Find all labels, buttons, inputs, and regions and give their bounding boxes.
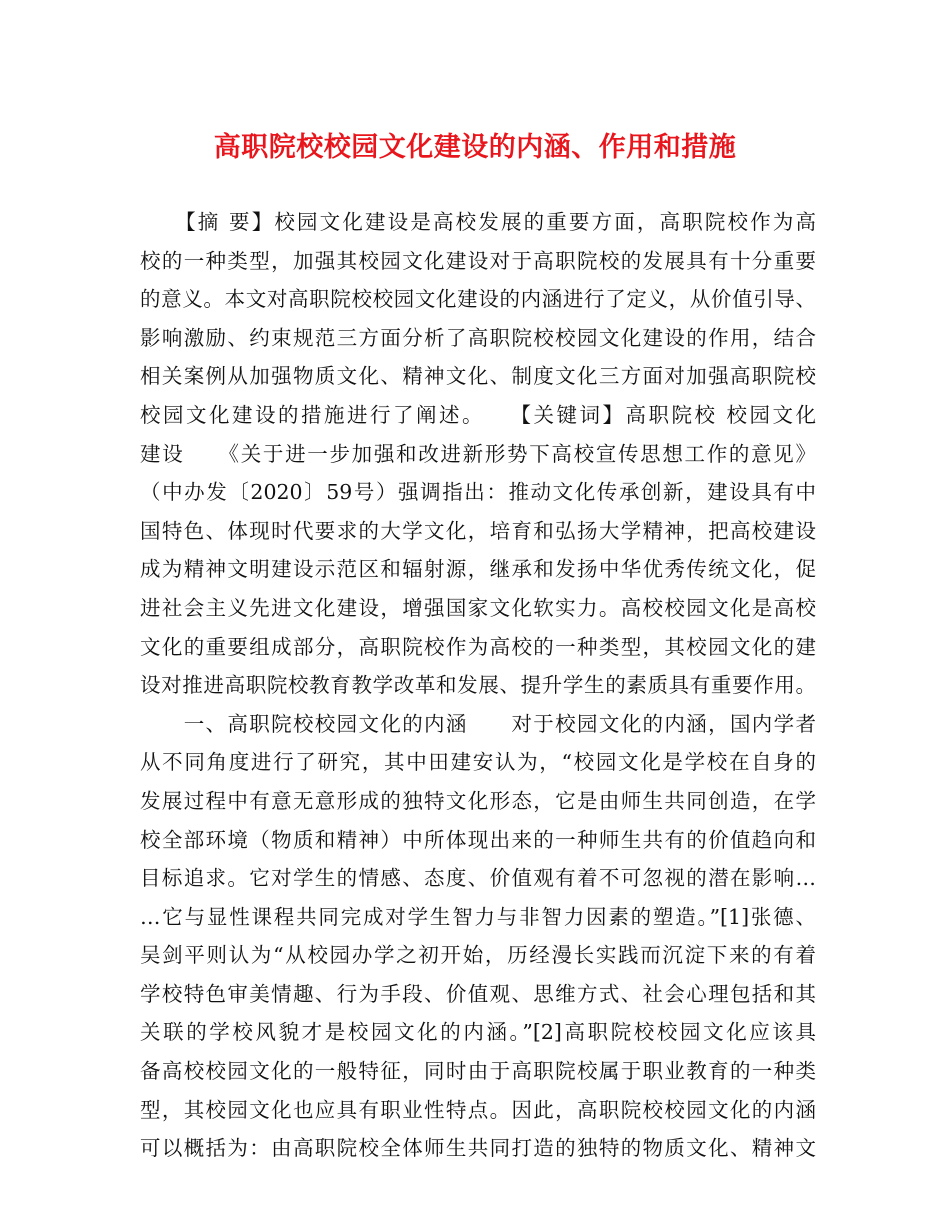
body-line: 学校特色审美情趣、行为手段、价值观、思维方式、社会心理包括和其 [140, 981, 816, 1006]
body-line: 建设 《关于进一步加强和改进新形势下高校宣传思想工作的意见》 [140, 441, 816, 466]
body-line: 进社会主义先进文化建设，增强国家文化软实力。高校校园文化是高校 [140, 595, 816, 620]
body-line: 型，其校园文化也应具有职业性特点。因此，高职院校校园文化的内涵 [140, 1097, 816, 1122]
body-line: 设对推进高职院校教育教学改革和发展、提升学生的素质具有重要作用。 [140, 673, 816, 698]
body-line: 目标追求。它对学生的情感、态度、价值观有着不可忽视的潜在影响… [140, 866, 816, 891]
body-line: 校的一种类型，加强其校园文化建设对于高职院校的发展具有十分重要 [140, 248, 816, 273]
body-line: 发展过程中有意无意形成的独特文化形态，它是由师生共同创造，在学 [140, 788, 816, 813]
body-line: 校园文化建设的措施进行了阐述。 【关键词】高职院校 校园文化 [140, 402, 816, 427]
body-line: 一、高职院校校园文化的内涵 对于校园文化的内涵，国内学者 [140, 711, 816, 736]
body-line: 【摘 要】校园文化建设是高校发展的重要方面，高职院校作为高 [140, 210, 816, 234]
body-line: 备高校校园文化的一般特征，同时由于高职院校属于职业教育的一种类 [140, 1059, 816, 1084]
body-line: 的意义。本文对高职院校校园文化建设的内涵进行了定义，从价值引导、 [140, 287, 816, 312]
body-line: 国特色、体现时代要求的大学文化，培育和弘扬大学精神，把高校建设 [140, 518, 816, 543]
body-line: …它与显性课程共同完成对学生智力与非智力因素的塑造。”[1]张德、 [140, 904, 816, 929]
body-line: 相关案例从加强物质文化、精神文化、制度文化三方面对加强高职院校 [140, 364, 816, 389]
body-line: 文化的重要组成部分，高职院校作为高校的一种类型，其校园文化的建 [140, 634, 816, 659]
body-line: 可以概括为：由高职院校全体师生共同打造的独特的物质文化、精神文 [140, 1136, 816, 1161]
body-line: 关联的学校风貌才是校园文化的内涵。”[2]高职院校校园文化应该具 [140, 1020, 816, 1045]
document-body [140, 203, 816, 1168]
body-line: 成为精神文明建设示范区和辐射源，继承和发扬中华优秀传统文化，促 [140, 557, 816, 582]
body-line: 从不同角度进行了研究，其中田建安认为，“校园文化是学校在自身的 [140, 750, 816, 775]
body-line: 校全部环境（物质和精神）中所体现出来的一种师生共有的价值趋向和 [140, 827, 816, 852]
body-line: 吴剑平则认为“从校园办学之初开始，历经漫长实践而沉淀下来的有着 [140, 943, 816, 968]
body-line: （中办发〔2020〕59号）强调指出：推动文化传承创新，建设具有中 [140, 480, 816, 505]
document-title: 高职院校校园文化建设的内涵、作用和措施 [213, 132, 737, 163]
body-line: 影响激励、约束规范三方面分析了高职院校校园文化建设的作用，结合 [140, 325, 816, 350]
